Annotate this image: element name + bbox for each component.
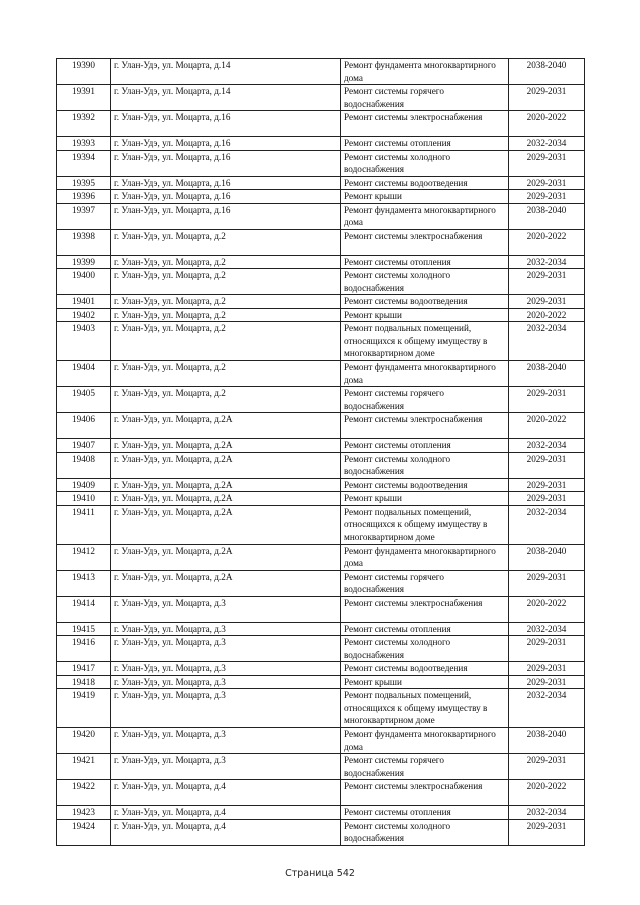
row-work-type: Ремонт системы электроснабжения bbox=[341, 229, 509, 255]
row-address: г. Улан-Удэ, ул. Моцарта, д.3 bbox=[111, 636, 341, 662]
row-work-type: Ремонт крыши bbox=[341, 675, 509, 689]
row-number: 19390 bbox=[57, 59, 111, 85]
table-body bbox=[57, 59, 585, 846]
row-work-type: Ремонт системы водоотведения bbox=[341, 295, 509, 309]
row-work-type: Ремонт системы электроснабжения bbox=[341, 413, 509, 439]
row-period: 2032-2034 bbox=[509, 137, 585, 151]
row-work-type: Ремонт системы отопления bbox=[341, 622, 509, 636]
row-number: 19400 bbox=[57, 269, 111, 295]
row-number: 19397 bbox=[57, 203, 111, 229]
row-work-type: Ремонт системы электроснабжения bbox=[341, 596, 509, 622]
row-period: 2020-2022 bbox=[509, 229, 585, 255]
row-period: 2029-2031 bbox=[509, 150, 585, 176]
row-work-type: Ремонт крыши bbox=[341, 308, 509, 322]
row-address: г. Улан-Удэ, ул. Моцарта, д.16 bbox=[111, 137, 341, 151]
table-row bbox=[57, 819, 585, 845]
row-work-type: Ремонт системы отопления bbox=[341, 806, 509, 820]
row-period: 2029-2031 bbox=[509, 387, 585, 413]
row-period: 2029-2031 bbox=[509, 636, 585, 662]
table-row bbox=[57, 361, 585, 387]
row-number: 19406 bbox=[57, 413, 111, 439]
table-row bbox=[57, 492, 585, 506]
row-address: г. Улан-Удэ, ул. Моцарта, д.4 bbox=[111, 806, 341, 820]
row-work-type: Ремонт системы электроснабжения bbox=[341, 111, 509, 137]
row-address: г. Улан-Удэ, ул. Моцарта, д.3 bbox=[111, 662, 341, 676]
row-work-type: Ремонт системы водоотведения bbox=[341, 662, 509, 676]
row-work-type: Ремонт системы водоотведения bbox=[341, 176, 509, 190]
row-work-type: Ремонт системы водоотведения bbox=[341, 478, 509, 492]
row-period: 2029-2031 bbox=[509, 819, 585, 845]
row-number: 19391 bbox=[57, 85, 111, 111]
row-period: 2038-2040 bbox=[509, 728, 585, 754]
row-number: 19395 bbox=[57, 176, 111, 190]
row-period: 2032-2034 bbox=[509, 439, 585, 453]
table-row bbox=[57, 478, 585, 492]
row-period: 2029-2031 bbox=[509, 295, 585, 309]
row-address: г. Улан-Удэ, ул. Моцарта, д.14 bbox=[111, 59, 341, 85]
row-address: г. Улан-Удэ, ул. Моцарта, д.2А bbox=[111, 544, 341, 570]
table-row bbox=[57, 452, 585, 478]
table-row bbox=[57, 137, 585, 151]
row-address: г. Улан-Удэ, ул. Моцарта, д.2А bbox=[111, 439, 341, 453]
row-number: 19401 bbox=[57, 295, 111, 309]
row-period: 2029-2031 bbox=[509, 675, 585, 689]
row-number: 19423 bbox=[57, 806, 111, 820]
row-address: г. Улан-Удэ, ул. Моцарта, д.2А bbox=[111, 452, 341, 478]
row-number: 19416 bbox=[57, 636, 111, 662]
row-period: 2020-2022 bbox=[509, 596, 585, 622]
row-address: г. Улан-Удэ, ул. Моцарта, д.3 bbox=[111, 596, 341, 622]
row-number: 19394 bbox=[57, 150, 111, 176]
table-row bbox=[57, 176, 585, 190]
row-work-type: Ремонт системы отопления bbox=[341, 255, 509, 269]
row-period: 2038-2040 bbox=[509, 203, 585, 229]
row-number: 19420 bbox=[57, 728, 111, 754]
row-work-type: Ремонт системы отопления bbox=[341, 137, 509, 151]
row-period: 2029-2031 bbox=[509, 478, 585, 492]
row-period: 2029-2031 bbox=[509, 85, 585, 111]
row-period: 2029-2031 bbox=[509, 176, 585, 190]
table-row bbox=[57, 728, 585, 754]
row-period: 2020-2022 bbox=[509, 780, 585, 806]
row-address: г. Улан-Удэ, ул. Моцарта, д.3 bbox=[111, 754, 341, 780]
row-work-type: Ремонт системы горячего водоснабжения bbox=[341, 754, 509, 780]
row-number: 19409 bbox=[57, 478, 111, 492]
row-address: г. Улан-Удэ, ул. Моцарта, д.3 bbox=[111, 689, 341, 728]
row-period: 2029-2031 bbox=[509, 662, 585, 676]
row-work-type: Ремонт системы горячего водоснабжения bbox=[341, 387, 509, 413]
row-period: 2032-2034 bbox=[509, 255, 585, 269]
table-row bbox=[57, 439, 585, 453]
row-address: г. Улан-Удэ, ул. Моцарта, д.2 bbox=[111, 308, 341, 322]
row-period: 2038-2040 bbox=[509, 544, 585, 570]
row-number: 19415 bbox=[57, 622, 111, 636]
table-row bbox=[57, 780, 585, 806]
table-row bbox=[57, 806, 585, 820]
row-period: 2029-2031 bbox=[509, 452, 585, 478]
row-number: 19421 bbox=[57, 754, 111, 780]
row-period: 2020-2022 bbox=[509, 111, 585, 137]
row-number: 19417 bbox=[57, 662, 111, 676]
row-period: 2038-2040 bbox=[509, 361, 585, 387]
row-address: г. Улан-Удэ, ул. Моцарта, д.14 bbox=[111, 85, 341, 111]
row-work-type: Ремонт системы холодного водоснабжения bbox=[341, 269, 509, 295]
table-row bbox=[57, 269, 585, 295]
table-row bbox=[57, 505, 585, 544]
row-address: г. Улан-Удэ, ул. Моцарта, д.2А bbox=[111, 505, 341, 544]
row-number: 19399 bbox=[57, 255, 111, 269]
table-row bbox=[57, 387, 585, 413]
row-number: 19398 bbox=[57, 229, 111, 255]
table-row bbox=[57, 689, 585, 728]
row-number: 19393 bbox=[57, 137, 111, 151]
row-number: 19418 bbox=[57, 675, 111, 689]
row-address: г. Улан-Удэ, ул. Моцарта, д.16 bbox=[111, 190, 341, 204]
row-period: 2032-2034 bbox=[509, 806, 585, 820]
table-row bbox=[57, 111, 585, 137]
row-work-type: Ремонт системы горячего водоснабжения bbox=[341, 85, 509, 111]
row-work-type: Ремонт фундамента многоквартирного дома bbox=[341, 361, 509, 387]
row-work-type: Ремонт системы холодного водоснабжения bbox=[341, 636, 509, 662]
row-address: г. Улан-Удэ, ул. Моцарта, д.2 bbox=[111, 295, 341, 309]
row-number: 19402 bbox=[57, 308, 111, 322]
row-number: 19407 bbox=[57, 439, 111, 453]
row-period: 2032-2034 bbox=[509, 322, 585, 361]
row-number: 19405 bbox=[57, 387, 111, 413]
row-work-type: Ремонт подвальных помещений, относящихся к общему имуществу в многоквартирном доме bbox=[341, 689, 509, 728]
table-row bbox=[57, 295, 585, 309]
row-number: 19396 bbox=[57, 190, 111, 204]
row-address: г. Улан-Удэ, ул. Моцарта, д.2А bbox=[111, 413, 341, 439]
row-period: 2038-2040 bbox=[509, 59, 585, 85]
table-row bbox=[57, 229, 585, 255]
table-row bbox=[57, 570, 585, 596]
row-address: г. Улан-Удэ, ул. Моцарта, д.2А bbox=[111, 570, 341, 596]
row-address: г. Улан-Удэ, ул. Моцарта, д.2 bbox=[111, 387, 341, 413]
row-period: 2020-2022 bbox=[509, 308, 585, 322]
table-row bbox=[57, 622, 585, 636]
row-number: 19410 bbox=[57, 492, 111, 506]
table-row bbox=[57, 636, 585, 662]
row-period: 2032-2034 bbox=[509, 689, 585, 728]
page-number: Страница 542 bbox=[285, 868, 355, 879]
table-row bbox=[57, 308, 585, 322]
table-row bbox=[57, 544, 585, 570]
row-number: 19412 bbox=[57, 544, 111, 570]
table-row bbox=[57, 59, 585, 85]
row-period: 2029-2031 bbox=[509, 754, 585, 780]
row-address: г. Улан-Удэ, ул. Моцарта, д.2А bbox=[111, 478, 341, 492]
row-period: 2029-2031 bbox=[509, 570, 585, 596]
row-work-type: Ремонт фундамента многоквартирного дома bbox=[341, 59, 509, 85]
row-work-type: Ремонт крыши bbox=[341, 190, 509, 204]
table-row bbox=[57, 190, 585, 204]
table-row bbox=[57, 675, 585, 689]
row-number: 19413 bbox=[57, 570, 111, 596]
table-row bbox=[57, 413, 585, 439]
table-row bbox=[57, 596, 585, 622]
row-address: г. Улан-Удэ, ул. Моцарта, д.2 bbox=[111, 269, 341, 295]
row-number: 19424 bbox=[57, 819, 111, 845]
row-work-type: Ремонт фундамента многоквартирного дома bbox=[341, 544, 509, 570]
repair-schedule-table bbox=[56, 58, 585, 846]
row-work-type: Ремонт системы холодного водоснабжения bbox=[341, 819, 509, 845]
row-period: 2029-2031 bbox=[509, 190, 585, 204]
row-address: г. Улан-Удэ, ул. Моцарта, д.4 bbox=[111, 819, 341, 845]
table-row bbox=[57, 322, 585, 361]
row-address: г. Улан-Удэ, ул. Моцарта, д.3 bbox=[111, 622, 341, 636]
row-period: 2029-2031 bbox=[509, 269, 585, 295]
row-address: г. Улан-Удэ, ул. Моцарта, д.2А bbox=[111, 492, 341, 506]
row-number: 19392 bbox=[57, 111, 111, 137]
row-work-type: Ремонт фундамента многоквартирного дома bbox=[341, 728, 509, 754]
table-row bbox=[57, 255, 585, 269]
row-address: г. Улан-Удэ, ул. Моцарта, д.16 bbox=[111, 150, 341, 176]
row-address: г. Улан-Удэ, ул. Моцарта, д.2 bbox=[111, 229, 341, 255]
row-number: 19408 bbox=[57, 452, 111, 478]
row-address: г. Улан-Удэ, ул. Моцарта, д.2 bbox=[111, 255, 341, 269]
row-number: 19422 bbox=[57, 780, 111, 806]
table-row bbox=[57, 150, 585, 176]
row-number: 19411 bbox=[57, 505, 111, 544]
row-period: 2032-2034 bbox=[509, 622, 585, 636]
row-address: г. Улан-Удэ, ул. Моцарта, д.2 bbox=[111, 361, 341, 387]
table-row bbox=[57, 754, 585, 780]
row-work-type: Ремонт системы горячего водоснабжения bbox=[341, 570, 509, 596]
row-work-type: Ремонт подвальных помещений, относящихся к общему имуществу в многоквартирном доме bbox=[341, 505, 509, 544]
row-address: г. Улан-Удэ, ул. Моцарта, д.16 bbox=[111, 111, 341, 137]
row-address: г. Улан-Удэ, ул. Моцарта, д.3 bbox=[111, 675, 341, 689]
table-row bbox=[57, 662, 585, 676]
row-work-type: Ремонт системы отопления bbox=[341, 439, 509, 453]
row-work-type: Ремонт фундамента многоквартирного дома bbox=[341, 203, 509, 229]
row-period: 2032-2034 bbox=[509, 505, 585, 544]
row-address: г. Улан-Удэ, ул. Моцарта, д.2 bbox=[111, 322, 341, 361]
row-work-type: Ремонт системы холодного водоснабжения bbox=[341, 150, 509, 176]
row-address: г. Улан-Удэ, ул. Моцарта, д.16 bbox=[111, 203, 341, 229]
row-work-type: Ремонт системы электроснабжения bbox=[341, 780, 509, 806]
row-period: 2029-2031 bbox=[509, 492, 585, 506]
row-period: 2020-2022 bbox=[509, 413, 585, 439]
row-work-type: Ремонт подвальных помещений, относящихся к общему имуществу в многоквартирном доме bbox=[341, 322, 509, 361]
row-number: 19403 bbox=[57, 322, 111, 361]
row-address: г. Улан-Удэ, ул. Моцарта, д.3 bbox=[111, 728, 341, 754]
row-work-type: Ремонт системы холодного водоснабжения bbox=[341, 452, 509, 478]
row-number: 19414 bbox=[57, 596, 111, 622]
row-address: г. Улан-Удэ, ул. Моцарта, д.4 bbox=[111, 780, 341, 806]
row-address: г. Улан-Удэ, ул. Моцарта, д.16 bbox=[111, 176, 341, 190]
row-number: 19419 bbox=[57, 689, 111, 728]
row-number: 19404 bbox=[57, 361, 111, 387]
table-row bbox=[57, 85, 585, 111]
table-row bbox=[57, 203, 585, 229]
row-work-type: Ремонт крыши bbox=[341, 492, 509, 506]
